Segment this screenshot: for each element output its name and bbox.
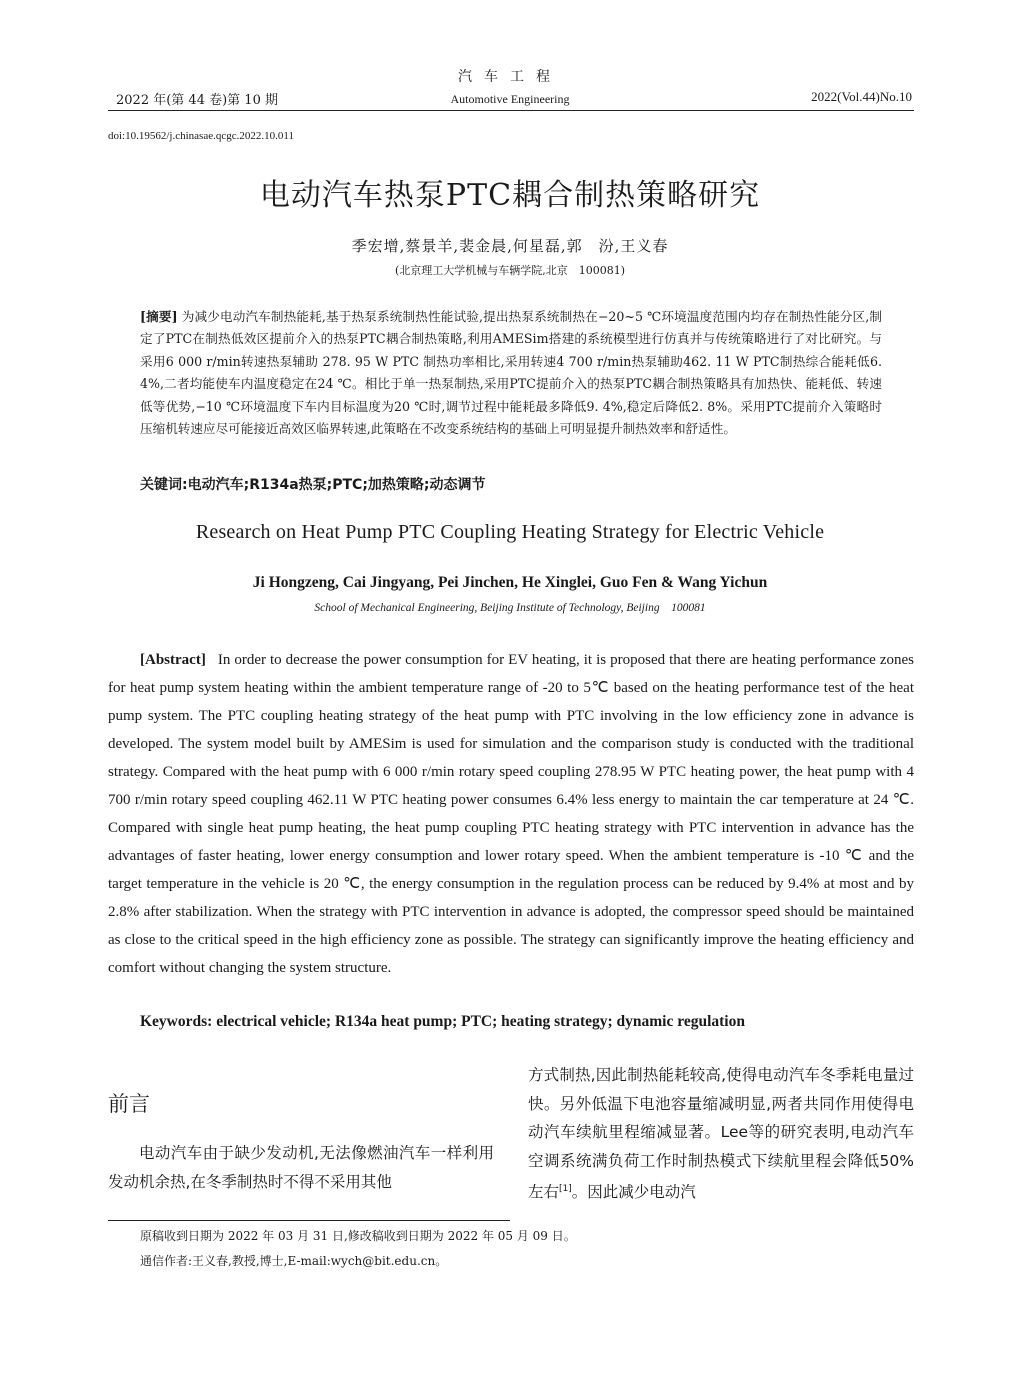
affiliation-cn: (北京理工大学机械与车辆学院,北京 100081) (394, 264, 626, 277)
paper-title-cn: 电动汽车热泵PTC耦合制热策略研究 (259, 178, 761, 213)
citation-ref[interactable]: [1] (559, 1184, 572, 1194)
abstract-cn-text: 为减少电动汽车制热能耗,基于热泵系统制热性能试验,提出热泵系统制热在−20~5 ℃环境温度范围内均存在制热性能分区,制定了PTC在制热低效区提前介入的热泵PTC耦合制热策略,利用AMESim搭建的系统模型进行仿真并与传统策略进行了对比研究。与采用6 000 r/min转速热泵辅助 278. 95 W PTC 制热功率相比,采用转速4 700 r/min热泵辅助462. 11 W PTC制热综合能耗低6. 4%,二者均能使车内温度稳定在24 ℃。相比于单一热泵制热,采用PTC提前介入的热泵PTC耦合制热策略具有加热快、能耗低、转速低等优势,−10 ℃环境温度下车内目标温度为20 ℃时,调节过程中能耗最多降低9. 4%,稳定后降低2. 8%。采用PTC提前介入策略时压缩机转速应尽可能接近高效区临界转速,此策略在不改变系统结构的基础上可明显提升制热效率和舒适性。 (140, 309, 882, 437)
abstract-en-label: [Abstract] (140, 652, 206, 668)
footnote-corresponding: 通信作者:王义春,教授,博士,E-mail:wych@bit.edu.cn。 (140, 1254, 448, 1268)
journal-name-en: Automotive Engineering (450, 92, 570, 106)
header-rule (108, 110, 914, 111)
body-column-right (528, 1061, 914, 1207)
keywords-cn: 关键词:电动汽车;R134a热泵;PTC;加热策略;动态调节 (140, 477, 486, 493)
abstract-cn (140, 306, 882, 440)
section-title-preface: 前言 (108, 1092, 150, 1116)
journal-name-cn: 汽车工程 (458, 69, 562, 85)
body-right-tail: 。因此减少电动汽 (571, 1183, 696, 1202)
issue-cn: 2022 年(第 44 卷)第 10 期 (116, 93, 278, 108)
doi: doi:10.19562/j.chinasae.qcgc.2022.10.011 (108, 130, 294, 142)
body-right-text: 方式制热,因此制热能耗较高,使得电动汽车冬季耗电量过快。另外低温下电池容量缩减明显,两者共同作用使得电动汽车续航里程缩减显著。Lee等的研究表明,电动汽车空调系统满负荷工作时制热模式下续航里程会降低50%左右 (528, 1066, 914, 1202)
authors-cn: 季宏增,蔡景羊,裴金晨,何星磊,郭 汾,王义春 (351, 237, 669, 255)
issue-en: 2022(Vol.44)No.10 (811, 89, 912, 104)
paper-title-en: Research on Heat Pump PTC Coupling Heating Strategy for Electric Vehicle (195, 521, 825, 543)
keywords-en: Keywords: electrical vehicle; R134a heat pump; PTC; heating strategy; dynamic regulation (140, 1013, 745, 1030)
abstract-cn-label: [摘要] (140, 309, 178, 324)
abstract-en-text: In order to decrease the power consumption for EV heating, it is proposed that there are heating performance zones for heat pump system heating within the ambient temperature range of -20 to 5℃ based on the heating performance test of the heat pump system. The PTC coupling heating strategy of the heat pump with PTC involving in the low efficiency zone in advance is developed. The system model built by AMESim is used for simulation and the comparison study is conducted with the traditional strategy. Compared with the heat pump with 6 000 r/min rotary speed coupling 278.95 W PTC heating power, the heat pump with 4 700 r/min rotary speed coupling 462.11 W PTC heating power consumes 6.4% less energy to maintain the car temperature at 24 ℃. Compared with single heat pump heating, the heat pump coupling PTC heating strategy with PTC intervention in advance has the advantages of faster heating, lower energy consumption and lower rotary speed. When the ambient temperature is -10 ℃ and the target temperature in the vehicle is 20 ℃, the energy consumption in the regulation process can be reduced by 9.4% at most and by 2.8% after stabilization. When the strategy with PTC intervention in advance is adopted, the compressor speed should be maintained as close to the critical speed in the high efficiency zone as possible. The strategy can significantly improve the heating efficiency and comfort without changing the system structure. (108, 652, 915, 976)
body-column-left: 电动汽车由于缺少发动机,无法像燃油汽车一样利用发动机余热,在冬季制热时不得不采用其他 (108, 1144, 494, 1191)
affiliation-en: School of Mechanical Engineering, Beijing Institute of Technology, Beijing 100081 (314, 602, 706, 614)
authors-en: Ji Hongzeng, Cai Jingyang, Pei Jinchen, He Xinglei, Guo Fen & Wang Yichun (252, 574, 768, 591)
abstract-en (108, 646, 914, 982)
footnote-rule (108, 1220, 510, 1221)
footnote-received: 原稿收到日期为 2022 年 03 月 31 日,修改稿收到日期为 2022 年 05 月 09 日。 (140, 1229, 576, 1243)
